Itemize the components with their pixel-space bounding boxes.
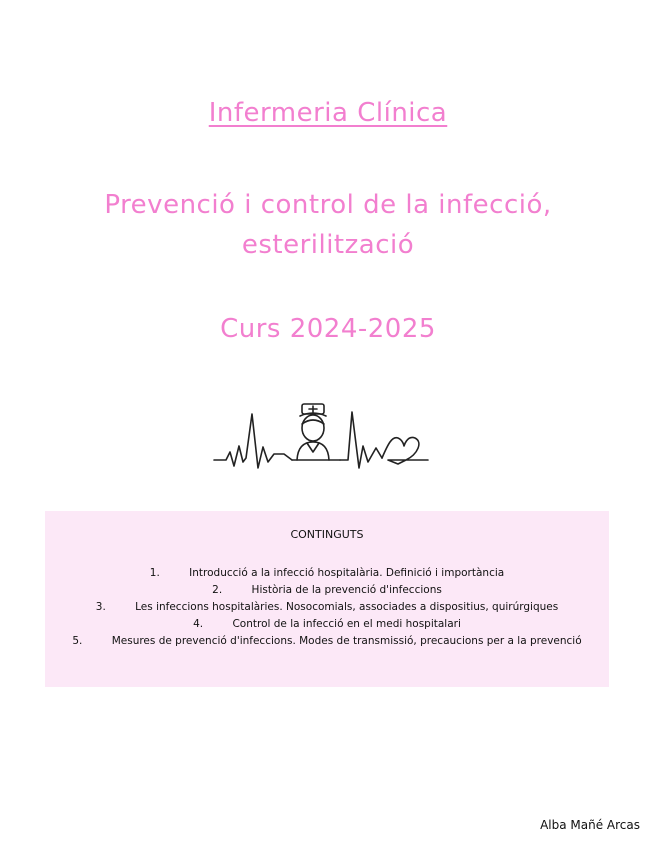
item-text: Mesures de prevenció d'infeccions. Modes de transmissió, precaucions per a la prevenció (111, 635, 582, 647)
item-text: Les infeccions hospitalàries. Nosocomials, associades a dispositius, quirúrgiques (135, 601, 559, 613)
list-item (45, 565, 609, 582)
list-item (45, 582, 609, 599)
item-number: 5. (72, 635, 83, 647)
list-item (45, 633, 609, 650)
item-text: Història de la prevenció d'infeccions (251, 584, 442, 596)
contents-list (45, 565, 609, 650)
list-item (45, 616, 609, 633)
course-year: Curs 2024-2025 (220, 314, 436, 344)
document-subtitle (0, 185, 656, 265)
contents-heading: CONTINGUTS (290, 528, 364, 541)
item-number: 4. (193, 618, 204, 630)
item-number: 3. (95, 601, 106, 613)
nurse-heartbeat-icon (212, 402, 432, 472)
item-number: 2. (212, 584, 223, 596)
document-title: Infermeria Clínica (208, 98, 448, 128)
subtitle-line-2: esterilització (241, 230, 415, 260)
author-name: Alba Mañé Arcas (540, 818, 640, 832)
subtitle-line-1: Prevenció i control de la infecció, (104, 190, 552, 220)
contents-box (45, 511, 609, 687)
list-item (45, 599, 609, 616)
item-text: Introducció a la infecció hospitalària. Definició i importància (189, 567, 505, 579)
item-number: 1. (149, 567, 160, 579)
item-text: Control de la infecció en el medi hospitalari (232, 618, 461, 630)
